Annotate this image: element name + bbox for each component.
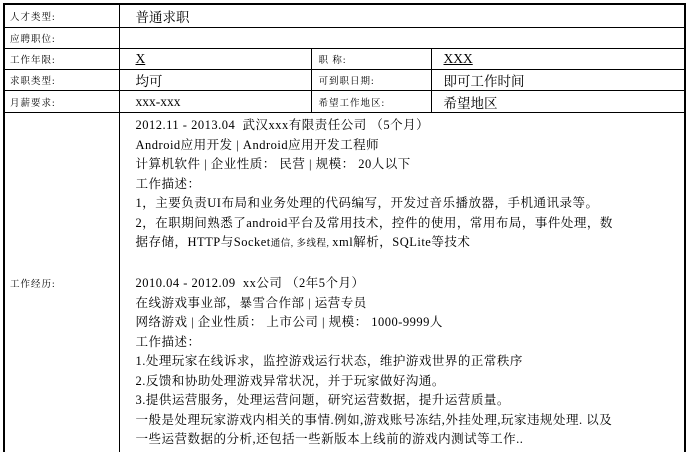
label-salary: 月薪要求: xyxy=(4,91,119,113)
row-work-experience xyxy=(4,113,685,452)
job2-company-meta: 网络游戏 | 企业性质： 上市公司 | 规模： 1000-9999人 xyxy=(135,315,443,329)
job2-item1: 1.处理玩家在线诉求，监控游戏运行状态，维护游戏世界的正常秩序 xyxy=(135,354,523,368)
row-salary xyxy=(4,91,685,113)
job2-desc-label: 工作描述： xyxy=(135,334,201,349)
job2-item2: 2.反馈和协助处理游戏异常状况，并于玩家做好沟通。 xyxy=(135,373,445,388)
job2-role: 在线游戏事业部，暴雪合作部 | 运营专员 xyxy=(135,295,367,310)
job1-item2-line2 xyxy=(136,233,679,255)
row-position-applied xyxy=(4,28,685,49)
job1-period-company: 2012.11 - 2013.04 武汉xxx有限责任公司 （5个月） xyxy=(135,118,430,132)
label-work-experience: 工作经历: xyxy=(4,113,119,452)
label-talent-type: 人才类型: xyxy=(4,4,119,28)
job-title-text: XXX xyxy=(443,51,473,66)
job1-item2-line2-a: 据存储，HTTP与Socket xyxy=(135,235,271,249)
value-salary: xxx-xxx xyxy=(119,91,311,113)
job2-item4-line2: 一些运营数据的分析,还包括一些新版本上线前的游戏内测试等工作.. xyxy=(135,432,524,446)
label-job-seek-type: 求职类型: xyxy=(4,70,119,91)
job1-item2-line2-small: 通信, 多线程, xyxy=(270,239,333,249)
label-job-title: 职 称: xyxy=(311,49,431,70)
row-job-seek-type xyxy=(4,70,685,91)
value-talent-type: 普通求职 xyxy=(119,4,685,28)
value-position-applied xyxy=(119,28,685,49)
resume-table xyxy=(3,3,686,452)
job2-period-company: 2010.04 - 2012.09 xx公司 （2年5个月） xyxy=(135,276,365,290)
value-desired-region: 希望地区 xyxy=(431,91,685,113)
value-work-years xyxy=(119,49,311,70)
job1-desc-label: 工作描述： xyxy=(135,176,201,191)
label-work-years: 工作年限: xyxy=(4,49,119,70)
job1-item2-line1: 2，在职期间熟悉了android平台及常用技术，控件的使用，常用布局，事件处理，数 xyxy=(135,215,613,230)
row-work-years xyxy=(4,49,685,70)
blank-separator-line xyxy=(136,255,679,275)
job1-role: Android应用开发 | Android应用开发工程师 xyxy=(135,137,380,152)
job1-company-meta: 计算机软件 | 企业性质： 民营 | 规模： 20人以下 xyxy=(135,157,411,171)
value-job-title xyxy=(431,49,685,70)
label-available-date: 可到职日期: xyxy=(311,70,431,91)
job2-item4-line1: 一般是处理玩家游戏内相关的事情.例如,游戏账号冻结,外挂处理,玩家违规处理. 以及 xyxy=(135,412,613,427)
work-years-text: X xyxy=(135,51,146,66)
value-available-date: 即可工作时间 xyxy=(431,70,685,91)
job1-item1: 1，主要负责UI布局和业务处理的代码编写，开发过音乐播放器，手机通讯录等。 xyxy=(135,196,599,210)
value-job-seek-type: 均可 xyxy=(119,70,311,91)
label-position-applied: 应聘职位: xyxy=(4,28,119,49)
work-experience-content xyxy=(119,113,685,452)
row-talent-type xyxy=(4,4,685,28)
job1-item2-line2-b: xml解析，SQLite等技术 xyxy=(332,235,471,249)
label-desired-region: 希望工作地区: xyxy=(311,91,431,113)
job2-item3: 3.提供运营服务，处理运营问题，研究运营数据，提升运营质量。 xyxy=(135,393,510,407)
